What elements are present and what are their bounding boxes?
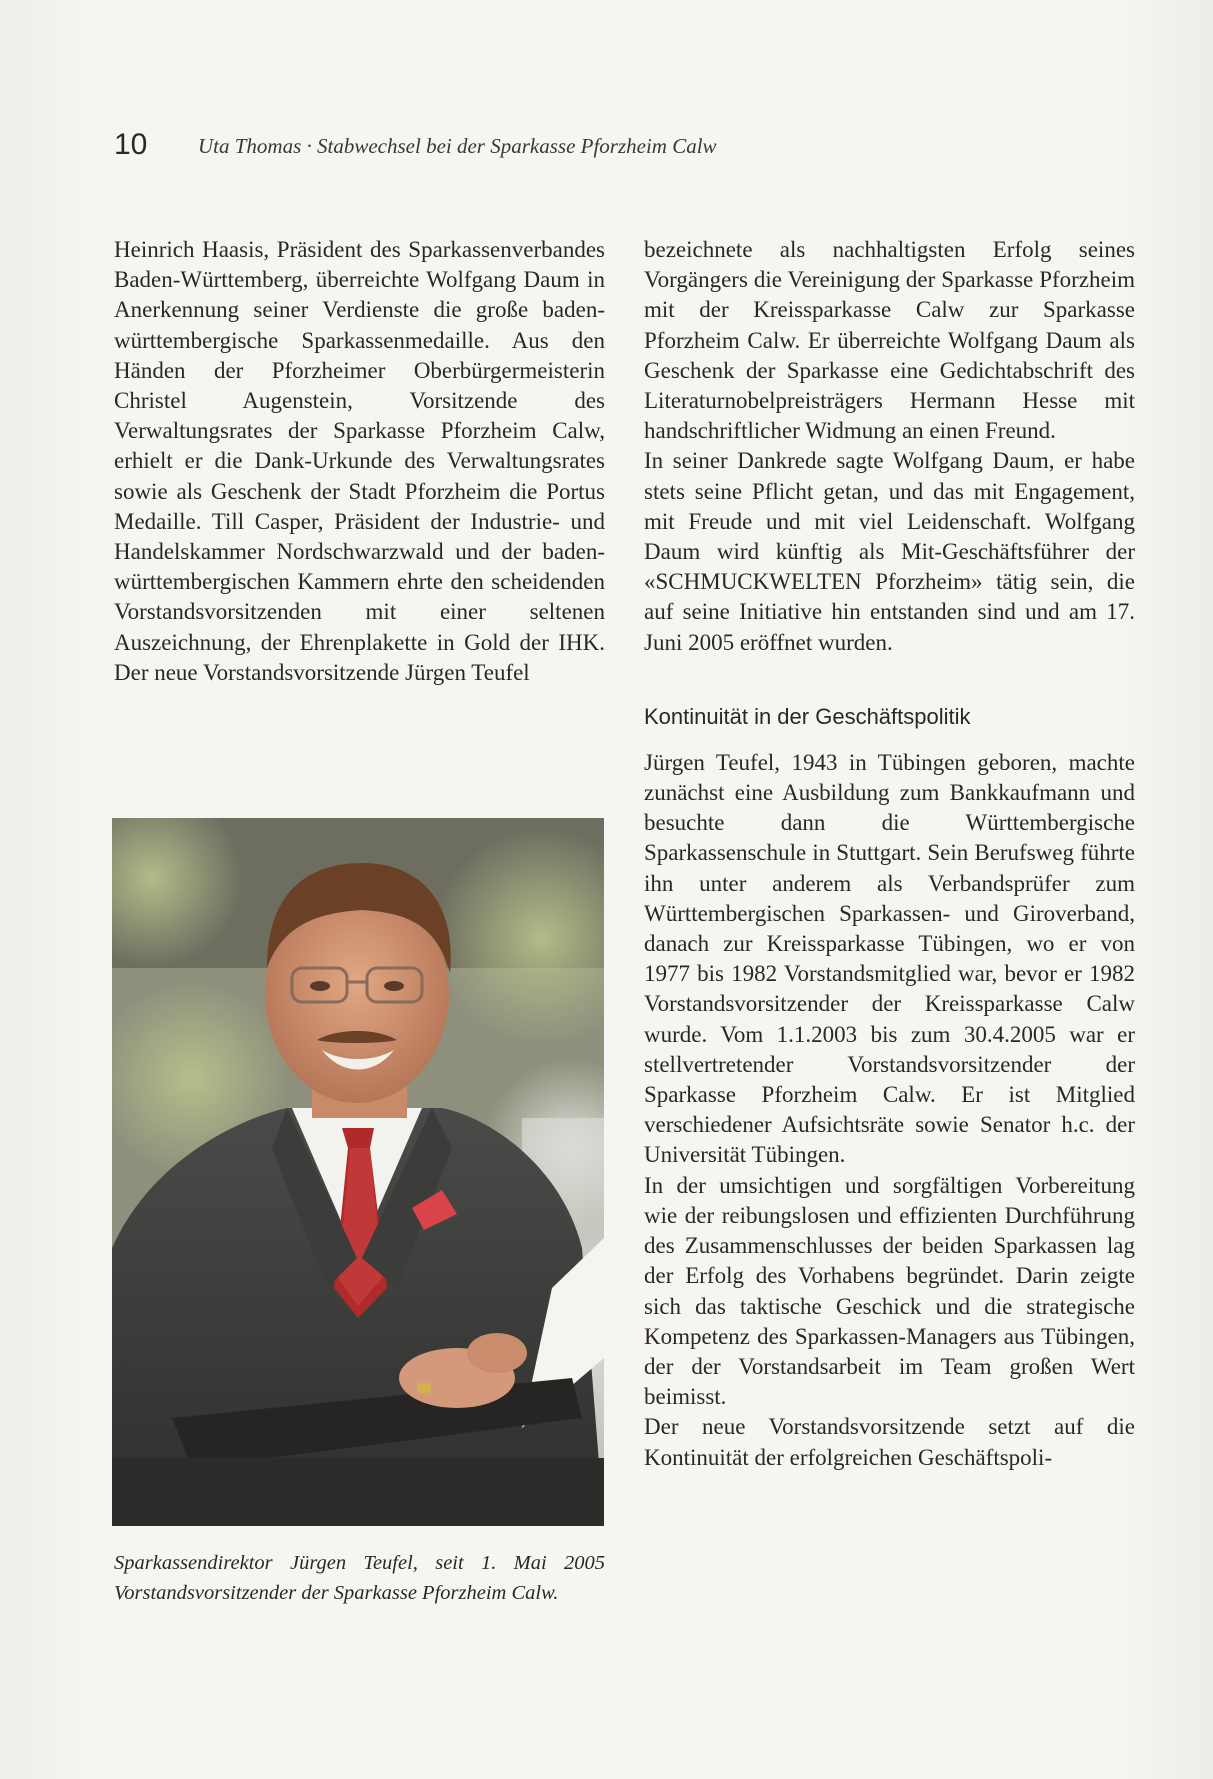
body-paragraph: In seiner Dankrede sagte Wolfgang Daum, er habe stets seine Pflicht getan, und das mit Engagement, mit Freude und mit viel Leidenschaft. Wolfgang Daum wird künftig als Mit-Geschäftsführer der «SCHMUCKWELTEN Pforzheim» tätig sein, die auf seine Initiative hin entstanden sind und am 17. Juni 2005 eröffnet wurden. [644, 448, 1135, 655]
body-paragraph: Jürgen Teufel, 1943 in Tübingen geboren, machte zunächst eine Ausbildung zum Bankkaufmann und besuchte dann die Württembergische Sparkassenschule in Stuttgart. Sein Berufsweg führte ihn unter anderem als Verbandsprüfer zum Württembergischen Sparkassen- und Giroverband, danach zur Kreissparkasse Tübingen, wo er von 1977 bis 1982 Vorstandsmitglied war, bevor er 1982 Vorstandsvorsitzender der Kreissparkasse Calw wurde. Vom 1.1.2003 bis zum 30.4.2005 war er stellvertretender Vorstandsvorsitzender der Sparkasse Pforzheim Calw. Er ist Mitglied verschiedener Aufsichtsräte sowie Senator h.c. der Universität Tübingen. [644, 749, 1135, 1168]
photo-caption: Sparkassendirektor Jürgen Teufel, seit 1. Mai 2005 Vorstandsvorsitzender der Sparkasse Pforzheim Calw. [114, 1552, 605, 1604]
page-number: 10 [114, 128, 148, 161]
body-paragraph: Heinrich Haasis, Präsident des Sparkassenverbandes Baden-Württemberg, überreichte Wolfgang Daum in Anerkennung seiner Verdienste die große baden-württembergische Sparkassenmedaille. Aus den Händen der Pforzheimer Oberbürgermeisterin Christel Augenstein, Vorsitzende des Verwaltungsrates der Sparkasse Pforzheim Calw, erhielt er die Dank-Urkunde des Verwaltungsrates sowie als Geschenk der Stadt Pforzheim die Portus Medaille. Till Casper, Präsident der Industrie- und Handelskammer Nordschwarzwald und der baden-württembergischen Kammern ehrte den scheidenden Vorstandsvorsitzenden mit einer seltenen Auszeichnung, der Ehrenplakette in Gold der IHK. Der neue Vorstandsvorsitzende Jürgen Teufel [114, 237, 605, 685]
body-paragraph: bezeichnete als nachhaltigsten Erfolg seines Vorgängers die Vereinigung der Sparkasse Pforzheim mit der Kreissparkasse Calw zur Sparkasse Pforzheim Calw. Er überreichte Wolfgang Daum als Geschenk der Sparkasse eine Gedichtabschrift des Literaturnobelpreisträgers Hermann Hesse mit handschriftlicher Widmung an einen Freund. [644, 237, 1135, 444]
section-heading: Kontinuität in der Geschäftspolitik [644, 703, 971, 729]
body-paragraph: Der neue Vorstandsvorsitzende setzt auf die Kontinuität der erfolgreichen Geschäftspoli- [644, 1414, 1135, 1470]
left-column [114, 235, 605, 688]
portrait-illustration [112, 818, 604, 1526]
right-column [644, 235, 1135, 1473]
body-paragraph: In der umsichtigen und sorgfältigen Vorbereitung wie der reibungslosen und effizienten Durchführung des Zusammenschlusses der beiden Sparkassen lag der Erfolg des Vorhabens begründet. Darin zeigte sich das taktische Geschick und die strategische Kompetenz des Sparkassen-Managers aus Tübingen, der der Vorstandsarbeit im Team großen Wert beimisst. [644, 1172, 1135, 1410]
running-title: Uta Thomas · Stabwechsel bei der Sparkasse Pforzheim Calw [198, 134, 717, 158]
page-header [114, 128, 1153, 168]
portrait-photo [112, 818, 604, 1526]
